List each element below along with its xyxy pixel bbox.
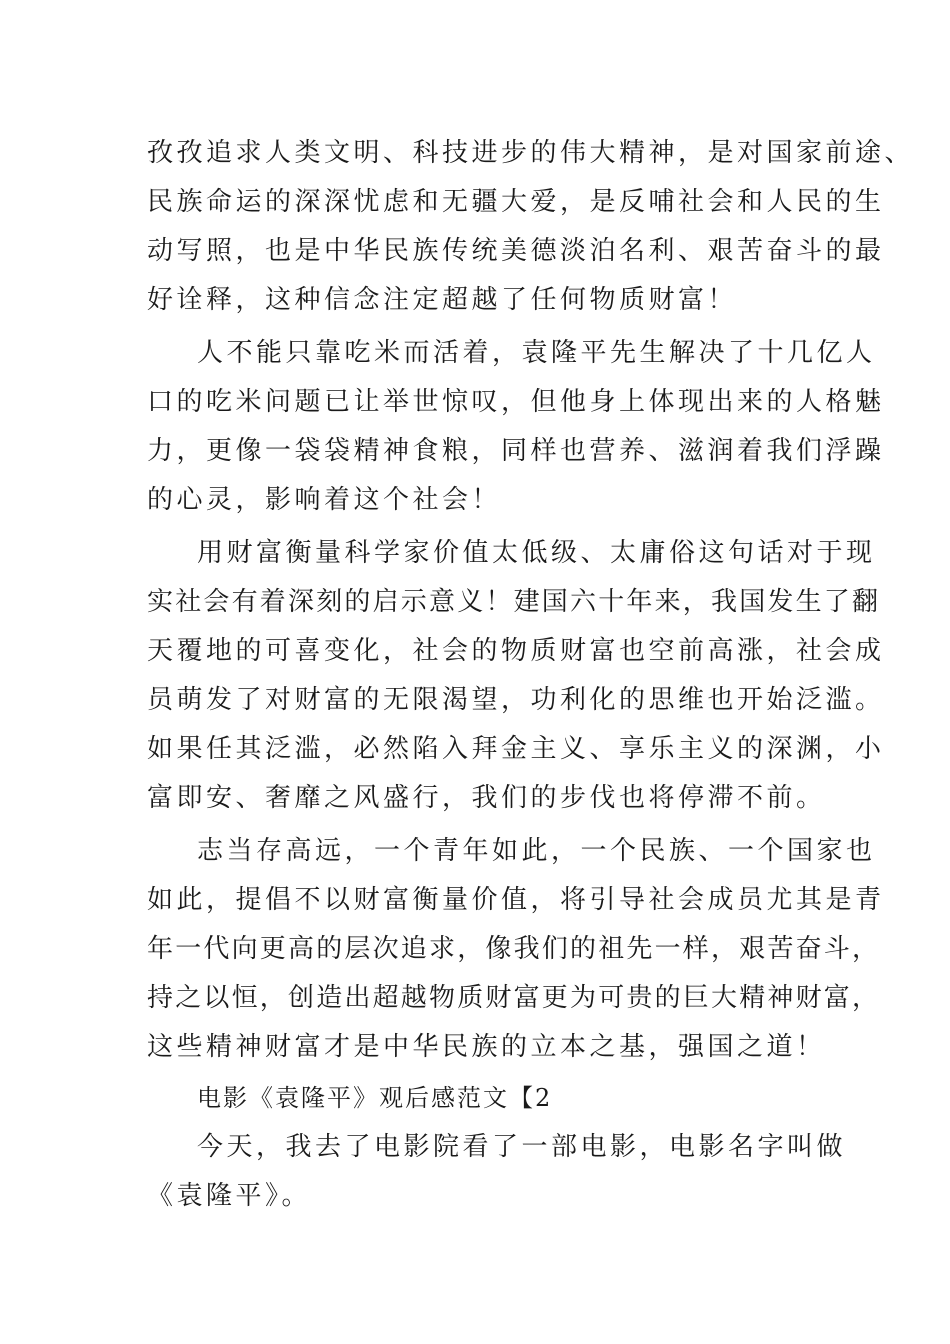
paragraph-2-line-3: 力，更像一袋袋精神食粮，同样也营养、滋润着我们浮躁: [147, 436, 885, 466]
paragraph-1-line-2: 民族命运的深深忧虑和无疆大爱，是反哺社会和人民的生: [147, 187, 885, 217]
paragraph-4-line-4: 持之以恒，创造出超越物质财富更为可贵的巨大精神财富，: [147, 983, 881, 1013]
paragraph-3-line-3: 天覆地的可喜变化，社会的物质财富也空前高涨，社会成: [147, 636, 885, 666]
paragraph-1-line-3: 动写照，也是中华民族传统美德淡泊名利、艰苦奋斗的最: [147, 236, 885, 266]
paragraph-3-line-1: 用财富衡量科学家价值太低级、太庸俗这句话对于现: [197, 538, 876, 568]
paragraph-3-line-2: 实社会有着深刻的启示意义！建国六十年来，我国发生了翻: [147, 587, 881, 617]
paragraph-2-line-1: 人不能只靠吃米而活着，袁隆平先生解决了十几亿人: [197, 338, 876, 368]
paragraph-1-line-4: 好诠释，这种信念注定超越了任何物质财富！: [147, 285, 738, 315]
closing-paragraph-line-2: 《袁隆平》。: [147, 1181, 312, 1211]
paragraph-2-line-4: 的心灵，影响着这个社会！: [147, 485, 502, 515]
paragraph-3-line-5: 如果任其泛滥，必然陷入拜金主义、享乐主义的深渊，小: [147, 734, 885, 764]
paragraph-3-line-6: 富即安、奢靡之风盛行，我们的步伐也将停滞不前。: [147, 783, 826, 813]
paragraph-4-line-1: 志当存高远，一个青年如此，一个民族、一个国家也: [197, 836, 876, 866]
paragraph-1-line-1: 孜孜追求人类文明、科技进步的伟大精神，是对国家前途、: [147, 138, 915, 168]
section-heading: 电影《袁隆平》观后感范文【2: [197, 1084, 553, 1112]
paragraph-4-line-2: 如此，提倡不以财富衡量价值，将引导社会成员尤其是青: [147, 885, 885, 915]
paragraph-3-line-4: 员萌发了对财富的无限渴望，功利化的思维也开始泛滥。: [147, 685, 885, 715]
paragraph-2-line-2: 口的吃米问题已让举世惊叹，但他身上体现出来的人格魅: [147, 387, 885, 417]
paragraph-4-line-5: 这些精神财富才是中华民族的立本之基，强国之道！: [147, 1032, 826, 1062]
paragraph-4-line-3: 年一代向更高的层次追求，像我们的祖先一样，艰苦奋斗，: [147, 934, 881, 964]
closing-paragraph-line-1: 今天，我去了电影院看了一部电影，电影名字叫做: [197, 1132, 847, 1162]
